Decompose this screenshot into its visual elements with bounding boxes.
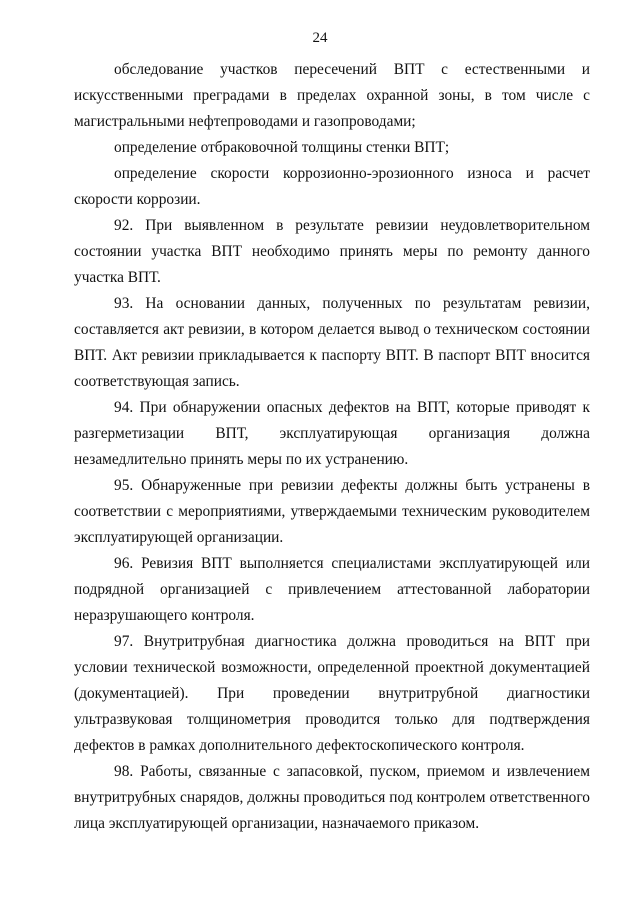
paragraph-wall-thickness: определение отбраковочной толщины стенки ВПТ; (114, 139, 450, 156)
paragraph-survey-crossings: обследование участков пересечений ВПТ с естественными и искусственными преградами в пределах охранной зоны, в том числе с магистральными нефтепроводами и газопроводами; (74, 61, 590, 130)
paragraph-95: 95. Обнаруженные при ревизии дефекты должны быть устранены в соответствии с мероприятиями, утверждаемыми техническим руководителем эксплуатирующей организации. (74, 477, 590, 546)
paragraph-93: 93. На основании данных, полученных по результатам ревизии, составляется акт ревизии, в котором делается вывод о техническом состоянии ВПТ. Акт ревизии прикладывается к паспорту ВПТ. В паспорт ВПТ вносится соответствующая запись. (74, 295, 590, 390)
paragraph-97: 97. Внутритрубная диагностика должна проводиться на ВПТ при условии технической возможности, определенной проектной документацией (документацией). При проведении внутритрубной диагностики ультразвуковая толщинометрия проводится только для подтверждения дефектов в рамках дополнительного дефектоскопического контроля. (74, 633, 590, 754)
paragraph-94: 94. При обнаружении опасных дефектов на ВПТ, которые приводят к разгерметизации ВПТ, эксплуатирующая организация должна незамедлительно принять меры по их устранению. (74, 399, 590, 468)
paragraph-98: 98. Работы, связанные с запасовкой, пуском, приемом и извлечением внутритрубных снарядов, должны проводиться под контролем ответственного лица эксплуатирующей организации, назначаемого приказом. (74, 763, 590, 832)
paragraph-96: 96. Ревизия ВПТ выполняется специалистами эксплуатирующей или подрядной организацией с привлечением аттестованной лаборатории неразрушающего контроля. (74, 555, 590, 624)
paragraph-92: 92. При выявленном в результате ревизии неудовлетворительном состоянии участка ВПТ необходимо принять меры по ремонту данного участка ВПТ. (74, 217, 590, 286)
page-number: 24 (312, 30, 328, 46)
document-body (74, 57, 590, 837)
paragraph-corrosion-rate: определение скорости коррозионно-эрозионного износа и расчет скорости коррозии. (74, 165, 590, 208)
